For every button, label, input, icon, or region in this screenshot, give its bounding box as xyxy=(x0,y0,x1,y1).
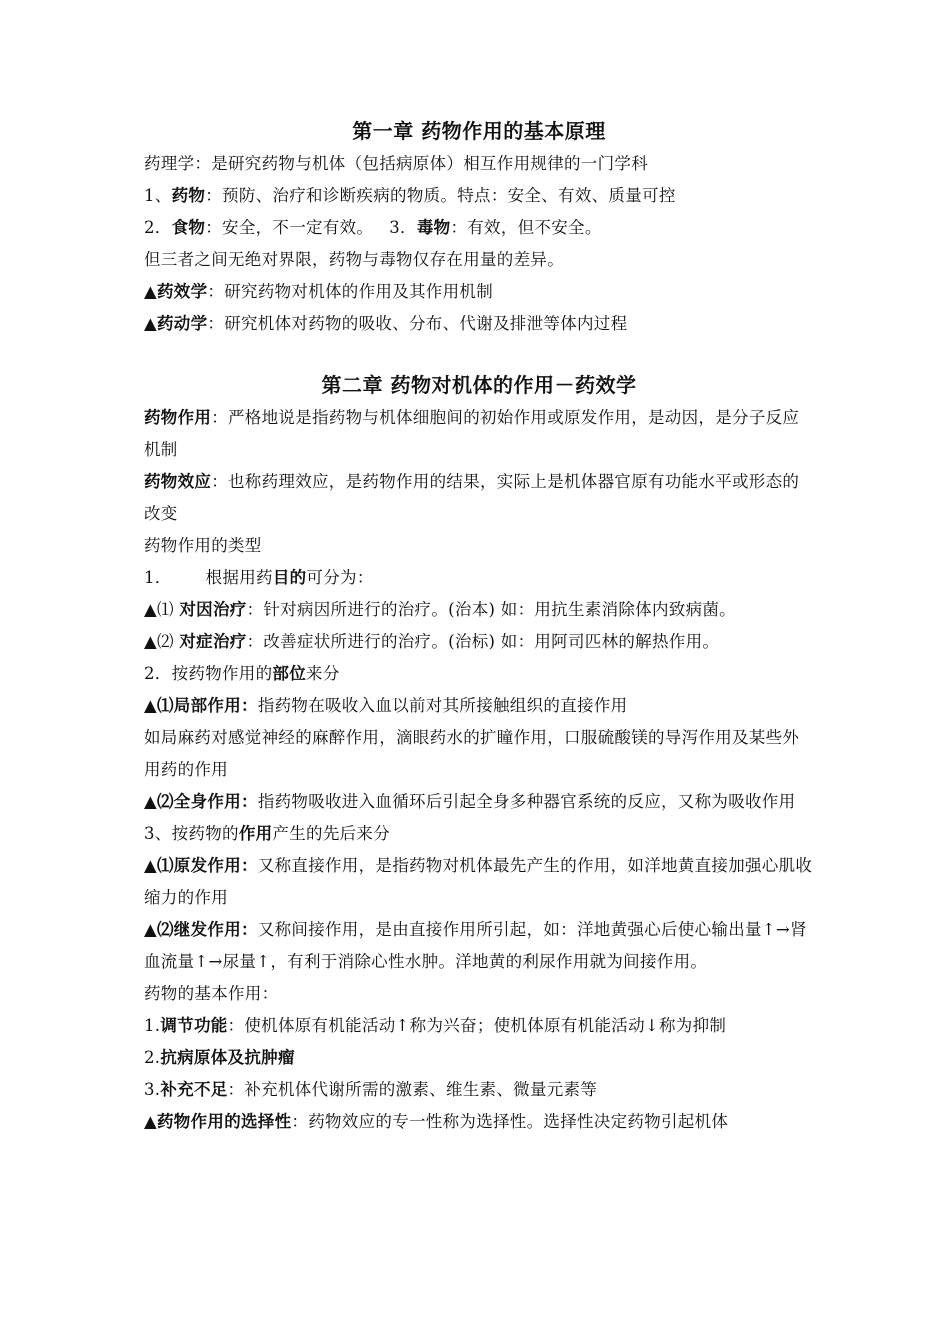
order-heading: 3、按药物的作用产生的先后来分 xyxy=(144,824,391,843)
purpose-heading: 1． 根据用药目的可分为： xyxy=(144,568,374,587)
document-body xyxy=(144,114,814,1138)
chapter2-title: 第二章 药物对机体的作用－药效学 xyxy=(321,373,637,397)
primary-action: ▲⑴原发作用：又称直接作用，是指药物对机体最先产生的作用，如洋地黄直接加强心肌收缩力的作用 xyxy=(144,856,813,907)
drug-action-definition: 药物作用：严格地说是指药物与机体细胞间的初始作用或原发作用，是动因，是分子反应机制 xyxy=(144,408,800,459)
systemic-action: ▲⑵全身作用：指药物吸收进入血循环后引起全身多种器官系统的反应，又称为吸收作用 xyxy=(144,792,796,811)
pharmacology-definition: 药理学：是研究药物与机体（包括病原体）相互作用规律的一门学科 xyxy=(144,154,648,173)
food-poison-definition: 2．食物：安全，不一定有效。 3．毒物：有效，但不安全。 xyxy=(144,218,602,237)
boundary-note: 但三者之间无绝对界限，药物与毒物仅存在用量的差异。 xyxy=(144,250,564,269)
triangle-bullet-icon: ▲ xyxy=(144,1112,157,1131)
local-action: ▲⑴局部作用：指药物在吸收入血以前对其所接触组织的直接作用 xyxy=(144,696,628,715)
anti-pathogen: 2.抗病原体及抗肿瘤 xyxy=(144,1048,295,1067)
action-types-heading: 药物作用的类型 xyxy=(144,536,262,555)
regulate-function: 1.调节功能：使机体原有机能活动↑称为兴奋；使机体原有机能活动↓称为抑制 xyxy=(144,1016,727,1035)
triangle-bullet-icon: ▲ xyxy=(144,696,157,715)
drug-definition: 1、药物：预防、治疗和诊断疾病的物质。特点：安全、有效、质量可控 xyxy=(144,186,676,205)
supplement-deficiency: 3.补充不足：补充机体代谢所需的激素、维生素、微量元素等 xyxy=(144,1080,598,1099)
pharmacokinetics-definition: ▲药动学：研究机体对药物的吸收、分布、代谢及排泄等体内过程 xyxy=(144,314,628,333)
triangle-bullet-icon: ▲ xyxy=(144,856,157,875)
drug-effect-definition: 药物效应：也称药理效应，是药物作用的结果，实际上是机体器官原有功能水平或形态的改变 xyxy=(144,472,800,523)
site-heading: 2．按药物作用的部位来分 xyxy=(144,664,340,683)
symptomatic-treatment: ▲⑵ 对症治疗：改善症状所进行的治疗。(治标) 如：用阿司匹林的解热作用。 xyxy=(144,632,720,651)
triangle-bullet-icon: ▲ xyxy=(144,632,157,651)
local-action-example: 如局麻药对感觉神经的麻醉作用，滴眼药水的扩瞳作用，口服硫酸镁的导泻作用及某些外用药的作用 xyxy=(144,728,800,779)
triangle-bullet-icon: ▲ xyxy=(144,792,157,811)
triangle-bullet-icon: ▲ xyxy=(144,282,157,301)
chapter1-title: 第一章 药物作用的基本原理 xyxy=(352,119,606,143)
selectivity: ▲药物作用的选择性：药物效应的专一性称为选择性。选择性决定药物引起机体 xyxy=(144,1112,729,1131)
etiological-treatment: ▲⑴ 对因治疗：针对病因所进行的治疗。(治本) 如：用抗生素消除体内致病菌。 xyxy=(144,600,736,619)
triangle-bullet-icon: ▲ xyxy=(144,920,157,939)
triangle-bullet-icon: ▲ xyxy=(144,600,157,619)
basic-actions-heading: 药物的基本作用： xyxy=(144,984,279,1003)
triangle-bullet-icon: ▲ xyxy=(144,314,157,333)
pharmacodynamics-definition: ▲药效学：研究药物对机体的作用及其作用机制 xyxy=(144,282,494,301)
secondary-action: ▲⑵继发作用：又称间接作用，是由直接作用所引起，如：洋地黄强心后使心输出量↑→肾血流量↑→尿量↑，有利于消除心性水肿。洋地黄的利尿作用就为间接作用。 xyxy=(144,920,807,971)
